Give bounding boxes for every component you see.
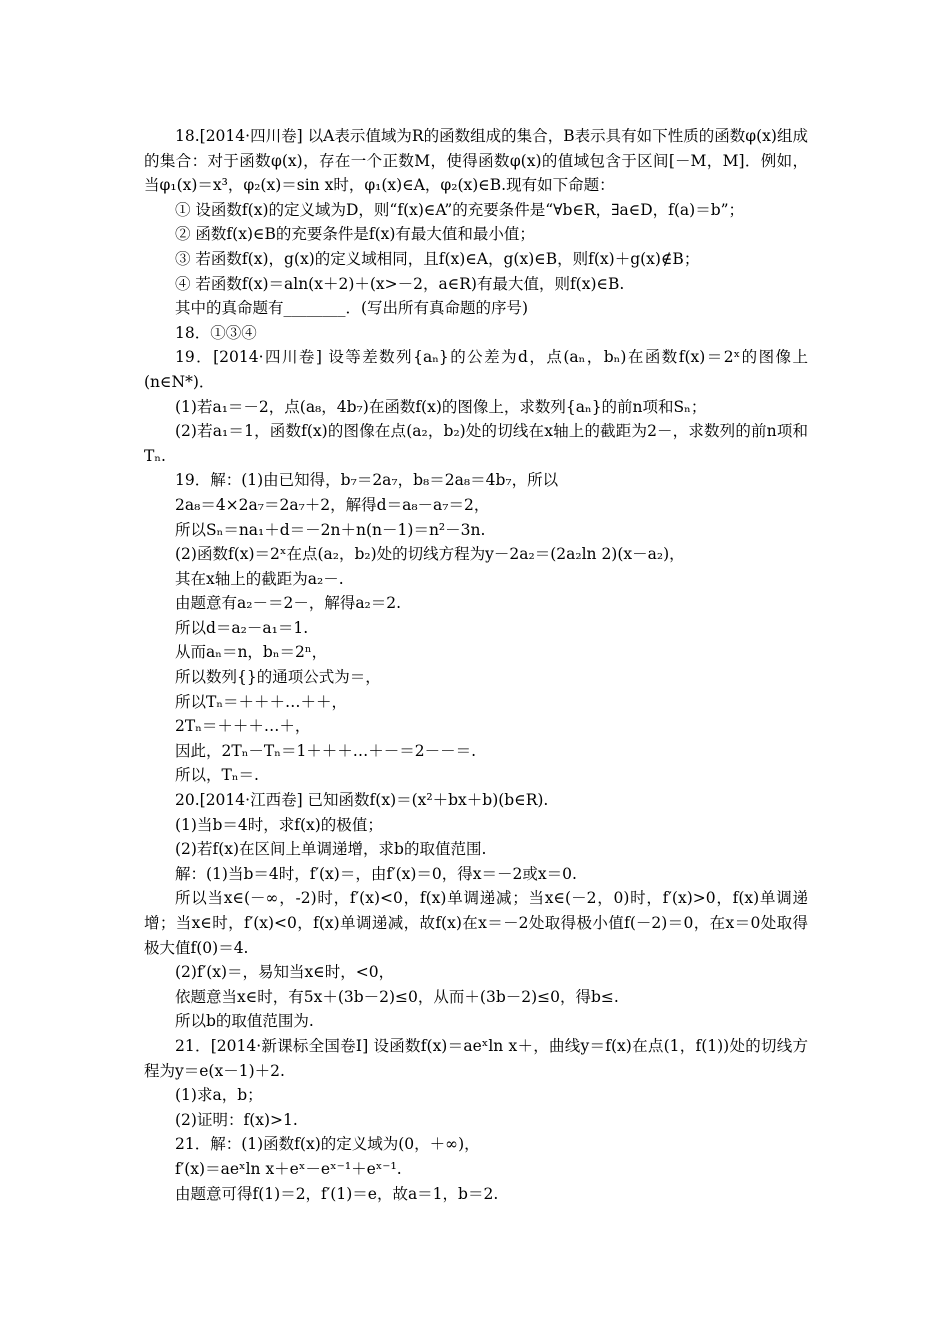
text-line: (1)若a₁＝－2，点(a₈，4b₇)在函数f(x)的图像上，求数列{aₙ}的前n项和Sₙ； [175,397,707,416]
text-line: (2)f′(x)＝，易知当x∈时，<0， [175,963,395,982]
text-line: 解：(1)当b＝4时，f′(x)＝，由f′(x)＝0，得x＝－2或x＝0. [175,864,577,883]
text-line: 21．解：(1)函数f(x)的定义域为(0，＋∞)， [175,1135,480,1154]
text-line: 18.[2014·四川卷] 以A表示值域为R的函数组成的集合，B表示具有如下性质的函数φ(x)组成的集合：对于函数φ(x)，存在一个正数M，使得函数φ(x)的值域包含于区间[－M，M]．例如，当φ₁(x)＝x³，φ₂(x)＝sin x时，φ₁(x)∈A，φ₂(x)∈B.现有如下命题： [144,127,808,195]
text-line: (2)若a₁＝1，函数f(x)的图像在点(a₂，b₂)处的切线在x轴上的截距为2－，求数列的前n项和Tₙ. [144,422,808,465]
text-line: ④ 若函数f(x)＝aln(x＋2)＋(x>－2，a∈R)有最大值，则f(x)∈B. [175,274,625,293]
text-line: 20.[2014·江西卷] 已知函数f(x)＝(x²＋bx＋b)(b∈R). [175,791,549,810]
text-line: 19．[2014·四川卷] 设等差数列{aₙ}的公差为d，点(aₙ，bₙ)在函数f(x)＝2ˣ的图像上(n∈N*)． [144,348,808,391]
text-line: 所以Sₙ＝na₁＋d＝－2n＋n(n－1)＝n²－3n. [175,520,486,539]
text-line: 所以当x∈(－∞，-2)时，f′(x)<0，f(x)单调递减；当x∈(－2，0)时，f′(x)>0，f(x)单调递增；当x∈时，f′(x)<0，f(x)单调递减，故f(x)在x＝－2处取得极小值f(－2)＝0，在x＝0处取得极大值f(0)＝4. [144,889,808,957]
text-line: 所以Tₙ＝＋＋＋…＋＋， [175,692,348,711]
text-line: 因此，2Tₙ－Tₙ＝1＋＋＋…＋－＝2－－＝. [175,741,477,760]
text-line: (2)证明：f(x)>1. [175,1110,298,1129]
text-line: 由题意可得f(1)＝2，f′(1)＝e，故a＝1，b＝2. [175,1184,499,1203]
text-line: 由题意有a₂－＝2－，解得a₂＝2. [175,594,402,613]
text-line: 19．解：(1)由已知得，b₇＝2a₇，b₈＝2a₈＝4b₇，所以 [175,471,559,490]
text-line: 所以b的取值范围为. [175,1012,314,1031]
text-line: 所以，Tₙ＝. [175,766,259,785]
text-line: ③ 若函数f(x)，g(x)的定义域相同，且f(x)∈A，g(x)∈B，则f(x)＋g(x)∉B； [175,249,700,268]
document-body [144,124,808,1206]
text-line: 所以d＝a₂－a₁＝1. [175,618,309,637]
text-line: 21．[2014·新课标全国卷Ⅰ] 设函数f(x)＝aeˣln x＋，曲线y＝f(x)在点(1，f(1))处的切线方程为y＝e(x－1)＋2. [144,1036,808,1080]
text-line: 所以数列{}的通项公式为＝， [175,668,381,687]
text-line: ② 函数f(x)∈B的充要条件是f(x)有最大值和最小值； [175,225,535,244]
text-line: (1)求a，b； [175,1086,263,1105]
text-line: (2)若f(x)在区间上单调递增，求b的取值范围. [175,840,487,859]
text-line: 2a₈＝4×2a₇＝2a₇＋2，解得d＝a₈－a₇＝2， [175,495,490,514]
text-line: 从而aₙ＝n，bₙ＝2ⁿ， [175,643,328,662]
text-line: 依题意当x∈时，有5x＋(3b－2)≤0，从而＋(3b－2)≤0，得b≤. [175,987,619,1006]
text-line: 其在x轴上的截距为a₂－. [175,569,344,588]
text-line: (1)当b＝4时，求f(x)的极值； [175,815,383,834]
text-line: 2Tₙ＝＋＋＋…＋， [175,717,311,736]
text-line: (2)函数f(x)＝2ˣ在点(a₂，b₂)处的切线方程为y－2a₂＝(2a₂ln 2)(x－a₂)， [175,545,685,564]
text-line: ① 设函数f(x)的定义域为D，则“f(x)∈A”的充要条件是“∀b∈R，∃a∈D，f(a)＝b”； [175,200,745,219]
text-line: 18．①③④ [175,323,257,342]
text-line: f′(x)＝aeˣln x＋eˣ－eˣ⁻¹＋eˣ⁻¹. [175,1159,402,1178]
text-line: 其中的真命题有________．(写出所有真命题的序号) [175,299,529,318]
